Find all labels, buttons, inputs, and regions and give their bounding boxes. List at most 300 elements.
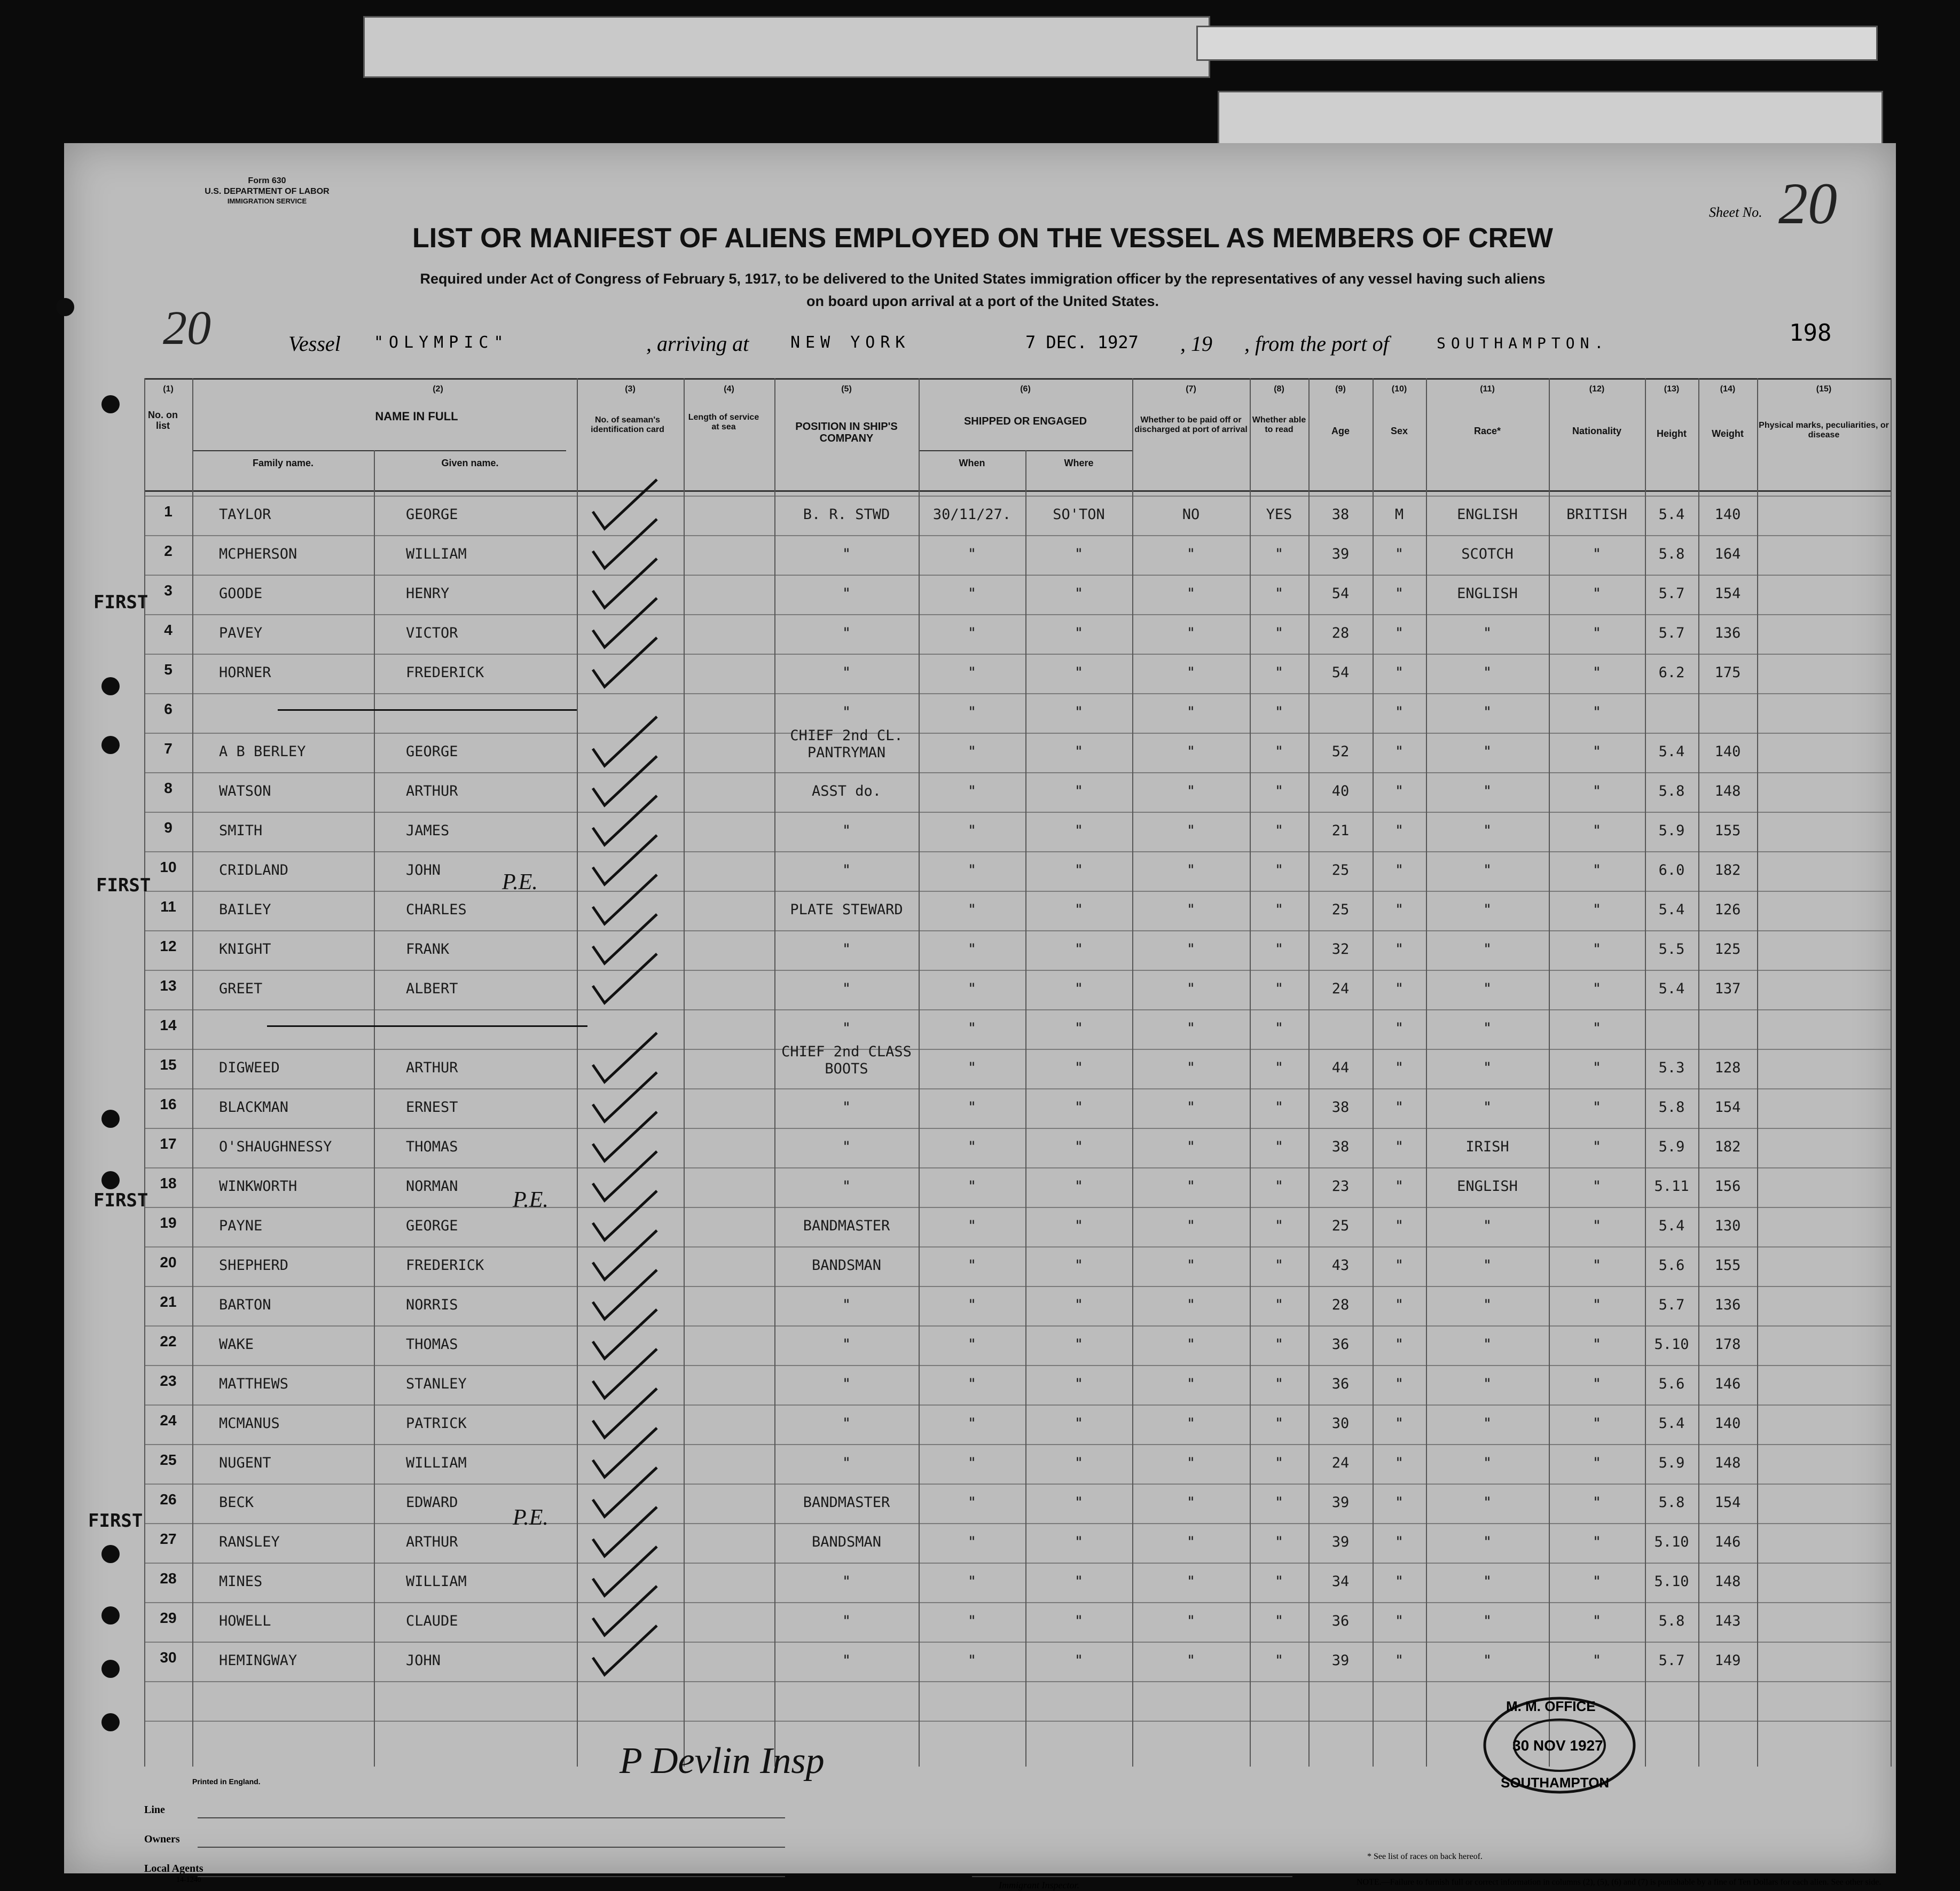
cell-nat: " — [1592, 822, 1602, 839]
cell-age: 54 — [1331, 585, 1350, 602]
row-rule — [144, 1049, 1891, 1050]
cell-position: " — [842, 980, 851, 997]
cell-weight: 130 — [1714, 1218, 1741, 1234]
cell-nat: " — [1592, 1455, 1602, 1471]
cell-race: " — [1483, 941, 1492, 958]
column-rule — [1250, 378, 1251, 1767]
cell-family: GREET — [219, 980, 263, 997]
cell-read: " — [1274, 980, 1284, 997]
column-rule — [374, 450, 375, 1767]
cell-when: " — [967, 1494, 977, 1511]
cell-height: 5.8 — [1658, 1613, 1685, 1629]
cell-height: 5.8 — [1658, 1494, 1685, 1511]
cell-sex: " — [1394, 625, 1404, 641]
row-number: 6 — [164, 701, 173, 717]
cell-when: " — [967, 546, 977, 562]
row-rule — [144, 496, 1891, 497]
cell-position: CHIEF 2nd CLASS BOOTS — [781, 1043, 912, 1078]
cell-weight: 178 — [1714, 1336, 1741, 1353]
row-rule — [144, 970, 1891, 971]
row-number: 8 — [164, 780, 173, 796]
column-rule — [1891, 378, 1892, 1767]
cell-when: " — [967, 980, 977, 997]
cell-given: STANLEY — [406, 1376, 467, 1392]
col-header-nationality: Nationality — [1572, 426, 1621, 436]
row-rule — [144, 1681, 1891, 1682]
check-icon — [593, 1151, 657, 1200]
cell-paid: " — [1186, 1534, 1196, 1550]
cell-weight: 146 — [1714, 1534, 1741, 1550]
cell-age: 24 — [1331, 980, 1350, 997]
column-rule — [1426, 378, 1427, 1767]
punch-hole — [101, 395, 120, 413]
row-rule — [144, 1484, 1891, 1485]
cell-given: FRANK — [406, 941, 450, 958]
cell-race: " — [1483, 1218, 1492, 1234]
cell-weight: 155 — [1714, 1257, 1741, 1274]
cell-nat: " — [1592, 1336, 1602, 1353]
cell-position: B. R. STWD — [803, 506, 890, 523]
cell-read: " — [1274, 1455, 1284, 1471]
cell-age: 28 — [1331, 625, 1350, 641]
cell-read: " — [1274, 901, 1284, 918]
cell-given: EDWARD — [406, 1494, 458, 1511]
column-rule — [1132, 378, 1133, 1767]
cell-position: " — [842, 704, 851, 720]
table-rule — [144, 378, 1891, 380]
cell-nat: " — [1592, 664, 1602, 681]
cell-when: " — [967, 822, 977, 839]
row-number: 26 — [160, 1491, 177, 1508]
row-number: 10 — [160, 859, 177, 875]
cell-when: " — [967, 664, 977, 681]
cell-age: 21 — [1331, 822, 1350, 839]
cell-when: " — [967, 1534, 977, 1550]
column-rule — [774, 378, 775, 1767]
check-icon — [593, 1507, 657, 1556]
cell-nat: " — [1592, 1178, 1602, 1195]
column-number: (9) — [1335, 385, 1346, 394]
check-icon — [593, 559, 657, 608]
cell-height: 5.4 — [1658, 1415, 1685, 1432]
cell-age: 30 — [1331, 1415, 1350, 1432]
cell-position: " — [842, 1099, 851, 1116]
column-number: (5) — [841, 385, 852, 394]
col-header-position: POSITION IN SHIP'S COMPANY — [795, 421, 898, 444]
cell-read: " — [1274, 1376, 1284, 1392]
punch-hole — [101, 1171, 120, 1189]
check-icon — [593, 875, 657, 924]
cell-sex: " — [1394, 862, 1404, 878]
check-icon — [593, 1230, 657, 1280]
form-code: 14-1240 — [176, 1876, 201, 1884]
column-rule — [1549, 378, 1550, 1767]
cell-where: " — [1074, 1573, 1084, 1590]
cell-position: BANDSMAN — [811, 1534, 882, 1550]
col-header-sex: Sex — [1390, 426, 1408, 436]
row-number: 2 — [164, 543, 173, 559]
row-rule — [144, 535, 1891, 536]
cell-where: " — [1074, 1060, 1084, 1076]
printed-note: Printed in England. — [192, 1777, 261, 1786]
cell-race: " — [1483, 1534, 1492, 1550]
row-number: 21 — [160, 1293, 177, 1310]
cell-given: GEORGE — [406, 1218, 458, 1234]
cell-given: FREDERICK — [406, 664, 484, 681]
cell-sex: " — [1394, 822, 1404, 839]
cell-where: " — [1074, 1534, 1084, 1550]
cell-nat: " — [1592, 783, 1602, 799]
cell-sex: " — [1394, 783, 1404, 799]
cell-height: 5.7 — [1658, 625, 1685, 641]
check-icon — [593, 717, 657, 766]
cell-height: 5.8 — [1658, 1099, 1685, 1116]
row-rule — [144, 1207, 1891, 1208]
cell-weight: 156 — [1714, 1178, 1741, 1195]
table-rule — [144, 490, 1891, 492]
col-header-family: Family name. — [252, 458, 314, 468]
cell-position: BANDMASTER — [803, 1218, 890, 1234]
arrival-port: NEW YORK — [790, 333, 911, 352]
cell-where: " — [1074, 1020, 1084, 1037]
row-rule — [144, 891, 1891, 892]
cell-family: BECK — [219, 1494, 254, 1511]
cell-race: " — [1483, 1613, 1492, 1629]
row-rule — [144, 1642, 1891, 1643]
cell-nat: " — [1592, 1099, 1602, 1116]
cell-paid: " — [1186, 1099, 1196, 1116]
cell-family: HEMINGWAY — [219, 1652, 297, 1669]
cell-height: 5.4 — [1658, 1218, 1685, 1234]
cell-race: " — [1483, 1455, 1492, 1471]
cell-weight: 140 — [1714, 506, 1741, 523]
cell-sex: " — [1394, 1376, 1404, 1392]
cell-position: " — [842, 1455, 851, 1471]
check-icon — [593, 1033, 657, 1082]
row-number: 30 — [160, 1649, 177, 1666]
cell-age: 36 — [1331, 1376, 1350, 1392]
check-icon — [593, 1309, 657, 1359]
department: U.S. DEPARTMENT OF LABOR — [205, 187, 330, 196]
cell-age: 44 — [1331, 1060, 1350, 1076]
cell-given: VICTOR — [406, 625, 458, 641]
column-rule — [1645, 378, 1646, 1767]
cell-age: 32 — [1331, 941, 1350, 958]
cell-race: " — [1483, 664, 1492, 681]
cell-family: BLACKMAN — [219, 1099, 289, 1116]
cell-race: " — [1483, 743, 1492, 760]
row-number: 3 — [164, 582, 173, 599]
cell-weight: 164 — [1714, 546, 1741, 562]
cell-when: " — [967, 1178, 977, 1195]
cell-sex: " — [1394, 1534, 1404, 1550]
cell-where: " — [1074, 1139, 1084, 1155]
column-number: (2) — [433, 385, 443, 394]
cell-nat: " — [1592, 1652, 1602, 1669]
check-icon — [593, 1468, 657, 1517]
row-number: 9 — [164, 819, 173, 836]
cell-race: ENGLISH — [1457, 585, 1518, 602]
punch-hole — [101, 1545, 120, 1563]
cell-given: CLAUDE — [406, 1613, 458, 1629]
cell-given: NORMAN — [406, 1178, 458, 1195]
row-rule — [144, 575, 1891, 576]
cell-nat: " — [1592, 1415, 1602, 1432]
cell-age: 39 — [1331, 1652, 1350, 1669]
cell-race: " — [1483, 1376, 1492, 1392]
cell-weight: 155 — [1714, 822, 1741, 839]
cell-nat: " — [1592, 862, 1602, 878]
subtitle: Required under Act of Congress of February 5, 1917, to be delivered to the United States immigration officer by the representatives of any vessel having such aliens — [420, 271, 1546, 287]
column-rule — [684, 378, 685, 1767]
row-rule — [144, 772, 1891, 773]
cell-family: MCMANUS — [219, 1415, 280, 1432]
cell-when: " — [967, 783, 977, 799]
cell-age: 54 — [1331, 664, 1350, 681]
cell-given: CHARLES — [406, 901, 467, 918]
cell-read: YES — [1266, 506, 1292, 523]
cell-given: JOHN — [406, 1652, 441, 1669]
cell-sex: " — [1394, 980, 1404, 997]
column-number: (1) — [163, 385, 174, 394]
row-rule — [144, 930, 1891, 931]
cell-sex: " — [1394, 941, 1404, 958]
row-rule — [144, 654, 1891, 655]
cell-read: " — [1274, 1652, 1284, 1669]
cell-race: " — [1483, 1257, 1492, 1274]
column-rule — [192, 378, 193, 1767]
row-number: 13 — [160, 977, 177, 994]
cell-paid: " — [1186, 1376, 1196, 1392]
punch-hole — [101, 1660, 120, 1678]
cell-height: 5.7 — [1658, 1652, 1685, 1669]
cell-family: A B BERLEY — [219, 743, 306, 760]
first-annotation: FIRST — [96, 875, 151, 896]
cell-position: " — [842, 1415, 851, 1432]
cell-when: " — [967, 901, 977, 918]
column-number: (10) — [1391, 385, 1407, 394]
cell-family: HOWELL — [219, 1613, 271, 1629]
row-rule — [144, 1088, 1891, 1089]
col-header-name: NAME IN FULL — [375, 410, 458, 423]
cell-sex: " — [1394, 1415, 1404, 1432]
cell-height: 5.10 — [1654, 1534, 1689, 1550]
cell-height: 5.4 — [1658, 901, 1685, 918]
from-label: , from the port of — [1244, 332, 1389, 356]
year-label: , 19 — [1180, 332, 1212, 356]
cell-where: " — [1074, 822, 1084, 839]
cell-sex: M — [1394, 506, 1404, 523]
cell-paid: " — [1186, 1415, 1196, 1432]
cell-nat: " — [1592, 941, 1602, 958]
row-rule — [144, 1523, 1891, 1524]
cell-race: " — [1483, 1020, 1492, 1037]
cell-family: PAVEY — [219, 625, 263, 641]
cell-age: 34 — [1331, 1573, 1350, 1590]
check-icon — [593, 1270, 657, 1319]
cell-position: " — [842, 1020, 851, 1037]
cell-age: 28 — [1331, 1297, 1350, 1313]
row-number: 18 — [160, 1175, 177, 1191]
cell-weight: 148 — [1714, 783, 1741, 799]
cell-where: " — [1074, 862, 1084, 878]
cell-given: WILLIAM — [406, 1455, 467, 1471]
cell-height: 5.9 — [1658, 822, 1685, 839]
cell-where: " — [1074, 743, 1084, 760]
punch-hole — [101, 1110, 120, 1128]
cell-nat: " — [1592, 625, 1602, 641]
check-icon — [593, 1388, 657, 1438]
cell-nat: " — [1592, 980, 1602, 997]
check-icon — [593, 914, 657, 963]
cell-when: " — [967, 1139, 977, 1155]
check-icon — [593, 1349, 657, 1398]
cell-height: 5.5 — [1658, 941, 1685, 958]
cell-age: 39 — [1331, 1494, 1350, 1511]
cell-where: " — [1074, 704, 1084, 720]
cell-read: " — [1274, 1573, 1284, 1590]
cell-position: " — [842, 1573, 851, 1590]
cell-height: 5.4 — [1658, 506, 1685, 523]
cell-where: " — [1074, 1257, 1084, 1274]
row-rule — [144, 1167, 1891, 1168]
cell-read: " — [1274, 783, 1284, 799]
row-rule — [144, 1325, 1891, 1327]
row-rule — [144, 1286, 1891, 1287]
cell-read: " — [1274, 1494, 1284, 1511]
cell-race: IRISH — [1465, 1139, 1509, 1155]
row-rule — [144, 1009, 1891, 1010]
cell-read: " — [1274, 664, 1284, 681]
check-icon — [593, 954, 657, 1003]
cell-paid: " — [1186, 1139, 1196, 1155]
cell-nat: " — [1592, 1020, 1602, 1037]
cell-sex: " — [1394, 1652, 1404, 1669]
cell-family: MATTHEWS — [219, 1376, 289, 1392]
cell-where: " — [1074, 1178, 1084, 1195]
sheet-number: 20 — [1778, 171, 1837, 236]
cell-sex: " — [1394, 585, 1404, 602]
cell-when: " — [967, 941, 977, 958]
cell-position: BANDSMAN — [811, 1257, 882, 1274]
cell-race: " — [1483, 862, 1492, 878]
cell-nat: BRITISH — [1566, 506, 1627, 523]
list-number: 198 — [1789, 319, 1832, 347]
check-icon — [593, 519, 657, 568]
cell-given: THOMAS — [406, 1336, 458, 1353]
cell-race: " — [1483, 783, 1492, 799]
cell-position: CHIEF 2nd CL. PANTRYMAN — [790, 727, 903, 762]
first-annotation: FIRST — [88, 1510, 143, 1532]
col-header-when: When — [959, 458, 985, 468]
cell-race: ENGLISH — [1457, 506, 1518, 523]
inspector-label: Immigrant Inspector. — [999, 1880, 1079, 1890]
cell-when: " — [967, 1613, 977, 1629]
cell-read: " — [1274, 546, 1284, 562]
row-number: 1 — [164, 503, 173, 520]
cell-given: WILLIAM — [406, 1573, 467, 1590]
cell-where: " — [1074, 783, 1084, 799]
cell-age: 38 — [1331, 1099, 1350, 1116]
row-rule — [144, 693, 1891, 694]
cell-position: " — [842, 585, 851, 602]
cell-age: 39 — [1331, 546, 1350, 562]
cell-read: " — [1274, 862, 1284, 878]
cell-family: CRIDLAND — [219, 862, 289, 878]
vessel-name: "OLYMPIC" — [374, 333, 509, 352]
row-number: 16 — [160, 1096, 177, 1112]
column-number: (7) — [1186, 385, 1196, 394]
column-rule — [919, 378, 920, 1767]
punch-hole — [101, 677, 120, 695]
cell-given: ARTHUR — [406, 1060, 458, 1076]
cell-position: " — [842, 1376, 851, 1392]
cell-given: ERNEST — [406, 1099, 458, 1116]
manifest-sheet — [64, 143, 1896, 1890]
cell-sex: " — [1394, 1494, 1404, 1511]
cell-sex: " — [1394, 1218, 1404, 1234]
header-rule — [192, 450, 566, 451]
cell-read: " — [1274, 1613, 1284, 1629]
cell-read: " — [1274, 1534, 1284, 1550]
cell-race: " — [1483, 1336, 1492, 1353]
cell-family: WATSON — [219, 783, 271, 799]
column-number: (11) — [1480, 385, 1495, 394]
cell-position: PLATE STEWARD — [790, 901, 903, 918]
cell-where: " — [1074, 980, 1084, 997]
cell-paid: " — [1186, 1455, 1196, 1471]
cell-read: " — [1274, 1415, 1284, 1432]
col-header-read: Whether able to read — [1252, 415, 1306, 434]
cell-race: " — [1483, 980, 1492, 997]
col-header-id-card: No. of seaman's identification card — [591, 415, 664, 434]
page-title: LIST OR MANIFEST OF ALIENS EMPLOYED ON THE VESSEL AS MEMBERS OF CREW — [412, 223, 1553, 254]
check-icon — [593, 598, 657, 647]
cell-weight: 140 — [1714, 1415, 1741, 1432]
column-number: (6) — [1020, 385, 1031, 394]
cell-paid: NO — [1182, 506, 1200, 523]
cell-age: 52 — [1331, 743, 1350, 760]
cell-nat: " — [1592, 585, 1602, 602]
cell-paid: " — [1186, 1494, 1196, 1511]
col-header-age: Age — [1331, 426, 1350, 436]
cell-race: " — [1483, 625, 1492, 641]
cell-when: " — [967, 1336, 977, 1353]
cell-weight: 140 — [1714, 743, 1741, 760]
cell-family: GOODE — [219, 585, 263, 602]
check-icon — [593, 1586, 657, 1635]
folder-tab — [363, 16, 1210, 78]
cell-where: " — [1074, 1099, 1084, 1116]
cell-paid: " — [1186, 783, 1196, 799]
cell-family: MCPHERSON — [219, 546, 297, 562]
cell-given: NORRIS — [406, 1297, 458, 1313]
column-number: (8) — [1274, 385, 1284, 394]
cell-weight: 182 — [1714, 862, 1741, 878]
cell-sex: " — [1394, 743, 1404, 760]
row-number: 14 — [160, 1017, 177, 1033]
cell-given: FREDERICK — [406, 1257, 484, 1274]
cell-height: 5.3 — [1658, 1060, 1685, 1076]
cell-when: " — [967, 1060, 977, 1076]
cell-read: " — [1274, 1336, 1284, 1353]
cell-sex: " — [1394, 1297, 1404, 1313]
cell-given: JAMES — [406, 822, 450, 839]
cell-sex: " — [1394, 1060, 1404, 1076]
cell-given: ALBERT — [406, 980, 458, 997]
cell-height: 5.7 — [1658, 585, 1685, 602]
column-rule — [144, 378, 145, 1767]
